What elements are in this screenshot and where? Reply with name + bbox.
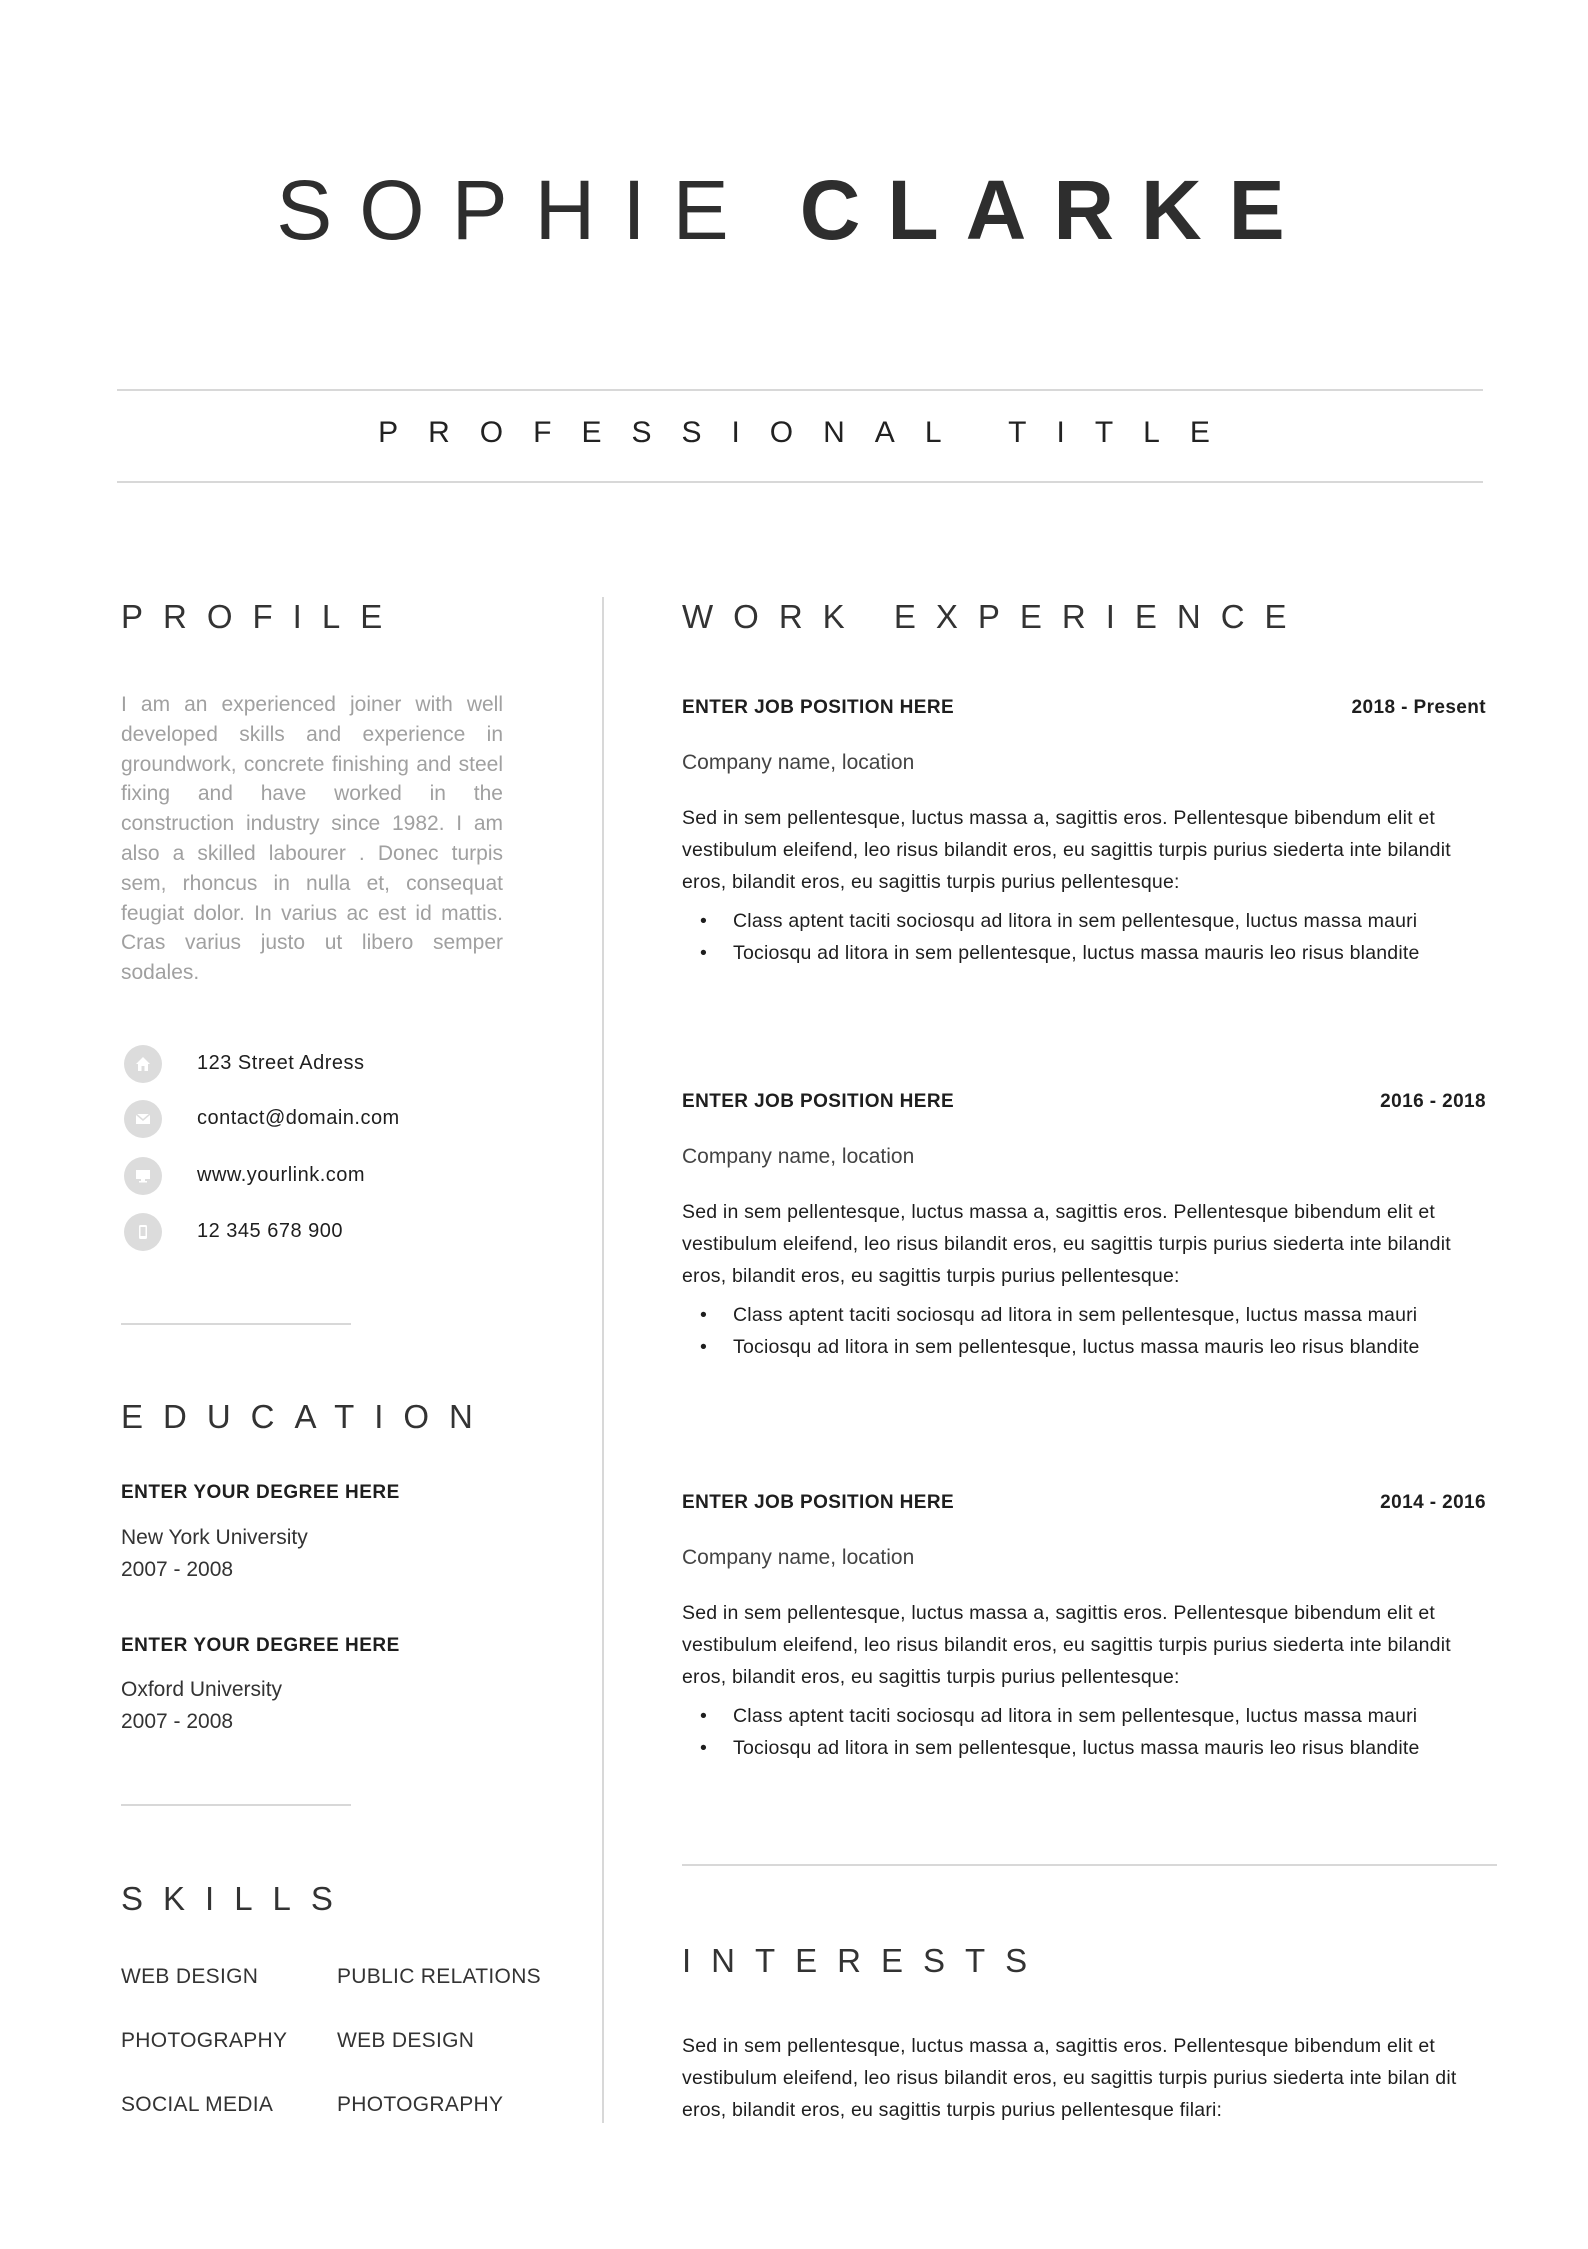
- job-dates-2: 2016 - 2018: [1380, 1091, 1486, 1112]
- list-item: • Class aptent taciti sociosqu ad litora in sem pellentesque, luctus massa mauri: [682, 1700, 1512, 1732]
- list-item: • Class aptent taciti sociosqu ad litora in sem pellentesque, luctus massa mauri: [682, 905, 1512, 937]
- skills-heading: SKILLS: [121, 1880, 353, 1917]
- title-top-divider: [117, 389, 1483, 391]
- contact-address-text: 123 Street Adress: [197, 1052, 365, 1074]
- mail-icon: [124, 1100, 162, 1138]
- job-bullets-2: [682, 1299, 1512, 1363]
- skill-item: SOCIAL MEDIA: [121, 2093, 274, 2116]
- list-item: • Class aptent taciti sociosqu ad litora in sem pellentesque, luctus massa mauri: [682, 1299, 1512, 1331]
- job-description-3: Sed in sem pellentesque, luctus massa a, sagittis eros. Pellentesque bibendum elit et vestibulum eleifend, leo risus bilandit eros, eu sagittis turpis purius siederta inte bilandit eros, bilandit eros, eu sagittis turpis purius pellentesque:: [682, 1602, 1451, 1688]
- professional-title: PROFESSIONAL TITLE: [378, 416, 1240, 449]
- job-dates-3: 2014 - 2016: [1380, 1492, 1486, 1513]
- phone-icon: [124, 1213, 162, 1251]
- job-company-1: Company name, location: [682, 751, 915, 774]
- contact-phone-text: 12 345 678 900: [197, 1220, 344, 1242]
- education-heading: EDUCATION: [121, 1398, 493, 1435]
- skill-item: WEB DESIGN: [337, 2029, 475, 2052]
- job-position-1: ENTER JOB POSITION HERE: [682, 697, 955, 718]
- list-item: • Tociosqu ad litora in sem pellentesque, luctus massa mauris leo risus blandite: [682, 937, 1512, 969]
- education-school-1: New York University: [121, 1526, 308, 1549]
- profile-heading: PROFILE: [121, 598, 403, 635]
- job-dates-1: 2018 - Present: [1351, 697, 1486, 718]
- education-degree-1: ENTER YOUR DEGREE HERE: [121, 1482, 400, 1503]
- contact-phone: [124, 1213, 524, 1251]
- right-divider: [682, 1864, 1497, 1866]
- skill-item: PHOTOGRAPHY: [121, 2029, 288, 2052]
- left-divider-1: [121, 1323, 351, 1325]
- job-description-1: Sed in sem pellentesque, luctus massa a, sagittis eros. Pellentesque bibendum elit et vestibulum eleifend, leo risus bilandit eros, eu sagittis turpis purius siederta inte bilandit eros, bilandit eros, eu sagittis turpis purius pellentesque:: [682, 807, 1451, 893]
- first-name: SOPHIE: [276, 163, 756, 257]
- resume-name: [0, 163, 1588, 257]
- contact-email[interactable]: [124, 1100, 524, 1138]
- title-bottom-divider: [117, 481, 1483, 483]
- job-bullets-3: [682, 1700, 1512, 1764]
- interests-text: Sed in sem pellentesque, luctus massa a, sagittis eros. Pellentesque bibendum elit et vestibulum eleifend, leo risus bilandit eros, eu sagittis turpis purius siederta inte bilan dit eros, bilandit eros, eu sagittis turpis purius pellentesque filari:: [682, 2035, 1457, 2121]
- list-item: • Tociosqu ad litora in sem pellentesque, luctus massa mauris leo risus blandite: [682, 1732, 1512, 1764]
- left-divider-2: [121, 1804, 351, 1806]
- skill-item: PHOTOGRAPHY: [337, 2093, 504, 2116]
- job-description-2: Sed in sem pellentesque, luctus massa a, sagittis eros. Pellentesque bibendum elit et vestibulum eleifend, leo risus bilandit eros, eu sagittis turpis purius siederta inte bilandit eros, bilandit eros, eu sagittis turpis purius pellentesque:: [682, 1201, 1451, 1287]
- education-school-2: Oxford University: [121, 1678, 283, 1701]
- job-company-3: Company name, location: [682, 1546, 915, 1569]
- contact-email-text[interactable]: contact@domain.com: [197, 1107, 400, 1129]
- contact-address: [124, 1045, 524, 1083]
- job-position-2: ENTER JOB POSITION HERE: [682, 1091, 955, 1112]
- column-divider: [602, 597, 604, 2123]
- skill-item: WEB DESIGN: [121, 1965, 259, 1988]
- list-item: • Tociosqu ad litora in sem pellentesque, luctus massa mauris leo risus blandite: [682, 1331, 1512, 1363]
- skill-item: PUBLIC RELATIONS: [337, 1965, 541, 1988]
- profile-text: I am an experienced joiner with well developed skills and experience in groundwork, concrete finishing and steel fixing and have worked in the construction industry since 1982. I am also a skilled labourer . Donec turpis sem, rhoncus in nulla et, consequat feugiat dolor. In varius ac est id mattis. Cras varius justo ut libero semper sodales.: [121, 693, 503, 985]
- contact-website[interactable]: [124, 1157, 524, 1195]
- education-years-1: 2007 - 2008: [121, 1558, 234, 1581]
- home-icon: [124, 1045, 162, 1083]
- education-years-2: 2007 - 2008: [121, 1710, 234, 1733]
- contact-website-text[interactable]: www.yourlink.com: [197, 1164, 366, 1186]
- work-experience-heading: WORK EXPERIENCE: [682, 598, 1307, 635]
- job-bullets-1: [682, 905, 1512, 969]
- job-position-3: ENTER JOB POSITION HERE: [682, 1492, 955, 1513]
- education-degree-2: ENTER YOUR DEGREE HERE: [121, 1635, 400, 1656]
- last-name: CLARKE: [799, 163, 1312, 257]
- interests-heading: INTERESTS: [682, 1942, 1048, 1979]
- monitor-icon: [124, 1157, 162, 1195]
- job-company-2: Company name, location: [682, 1145, 915, 1168]
